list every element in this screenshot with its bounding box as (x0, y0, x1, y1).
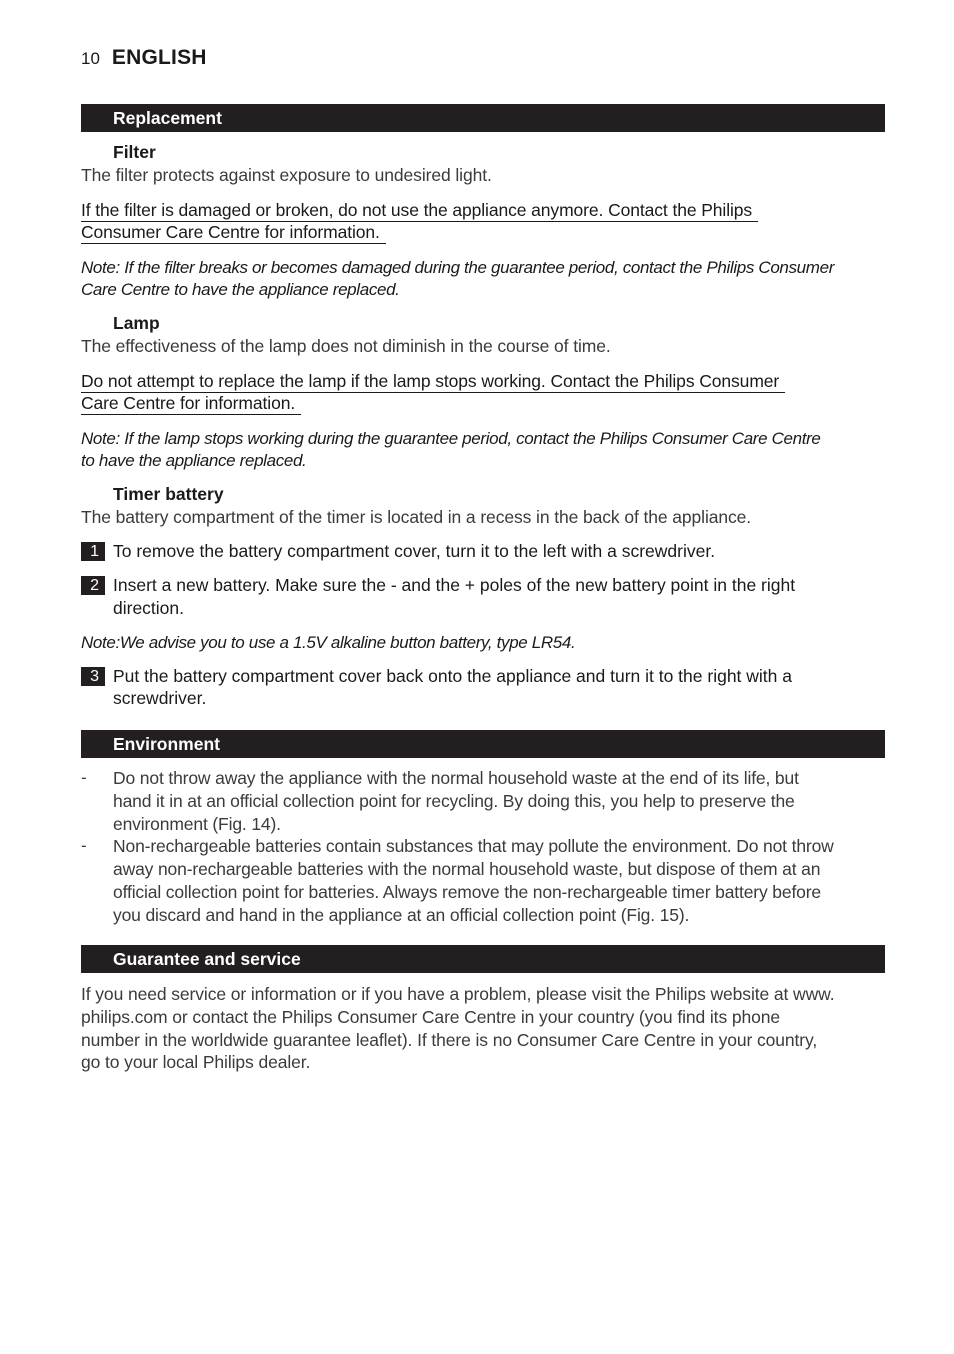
page-header (81, 46, 207, 70)
battery-note: Note:We advise you to use a 1.5V alkaline button battery, type LR54. (81, 633, 576, 652)
section-bar-environment: Environment (81, 730, 885, 758)
filter-warning-line2: Consumer Care Centre for information. (81, 221, 386, 244)
lamp-text: The effectiveness of the lamp does not diminish in the course of time. (81, 336, 611, 356)
guarantee-text-line3: number in the worldwide guarantee leaflet). If there is no Consumer Care Centre in your country, (81, 1030, 818, 1050)
filter-text: The filter protects against exposure to undesired light. (81, 165, 492, 185)
step-3-text-line1: Put the battery compartment cover back onto the appliance and turn it to the right with a (113, 666, 792, 686)
environment-bullet-1-line3: environment (Fig. 14). (113, 814, 281, 834)
guarantee-text-line1: If you need service or information or if you have a problem, please visit the Philips website at www. (81, 984, 835, 1004)
timer-battery-text: The battery compartment of the timer is located in a recess in the back of the appliance. (81, 507, 752, 527)
step-2-text-line1: Insert a new battery. Make sure the - and the + poles of the new battery point in the right (113, 575, 796, 595)
step-number: 2 (81, 576, 105, 595)
lamp-warning-line2: Care Centre for information. (81, 392, 301, 415)
environment-bullet-1-line1: Do not throw away the appliance with the normal household waste at the end of its life, but (113, 768, 799, 788)
step-1-text: To remove the battery compartment cover, turn it to the left with a screwdriver. (113, 541, 716, 561)
section-bar-replacement: Replacement (81, 104, 885, 132)
environment-bullet-1-line2: hand it in at an official collection point for recycling. By doing this, you help to preserve the (113, 791, 795, 811)
environment-bullet-2-line3: official collection point for batteries. Always remove the non-rechargeable timer battery before (113, 882, 822, 902)
step-number: 3 (81, 667, 105, 686)
step-number: 1 (81, 542, 105, 561)
lamp-note-line2: to have the appliance replaced. (81, 451, 307, 470)
filter-warning-line1: If the filter is damaged or broken, do not use the appliance anymore. Contact the Philips (81, 199, 758, 222)
environment-bullet-2-line1: Non-rechargeable batteries contain substances that may pollute the environment. Do not throw (113, 836, 834, 856)
language-heading: ENGLISH (111, 46, 207, 69)
subheading-timer-battery: Timer battery (113, 484, 224, 504)
filter-note-line1: Note: If the filter breaks or becomes damaged during the guarantee period, contact the Philips Consumer (81, 258, 835, 277)
guarantee-text-line2: philips.com or contact the Philips Consumer Care Centre in your country (you find its phone (81, 1007, 781, 1027)
subheading-lamp: Lamp (113, 313, 160, 333)
section-bar-guarantee: Guarantee and service (81, 945, 885, 973)
environment-bullet-2-line2: away non-rechargeable batteries with the normal household waste, but dispose of them at an (113, 859, 821, 879)
lamp-warning-line1: Do not attempt to replace the lamp if the lamp stops working. Contact the Philips Consumer (81, 370, 785, 393)
step-3-text-line2: screwdriver. (113, 688, 207, 708)
bullet-dash: - (81, 768, 87, 787)
guarantee-text-line4: go to your local Philips dealer. (81, 1052, 311, 1072)
page-number: 10 (81, 49, 100, 68)
environment-bullet-2-line4: you discard and hand in the appliance at an official collection point (Fig. 15). (113, 905, 690, 925)
subheading-filter: Filter (113, 142, 156, 162)
lamp-note-line1: Note: If the lamp stops working during the guarantee period, contact the Philips Consumer Care Centre (81, 429, 821, 448)
step-2-text-line2: direction. (113, 598, 185, 618)
bullet-dash: - (81, 836, 87, 855)
filter-note-line2: Care Centre to have the appliance replaced. (81, 280, 400, 299)
